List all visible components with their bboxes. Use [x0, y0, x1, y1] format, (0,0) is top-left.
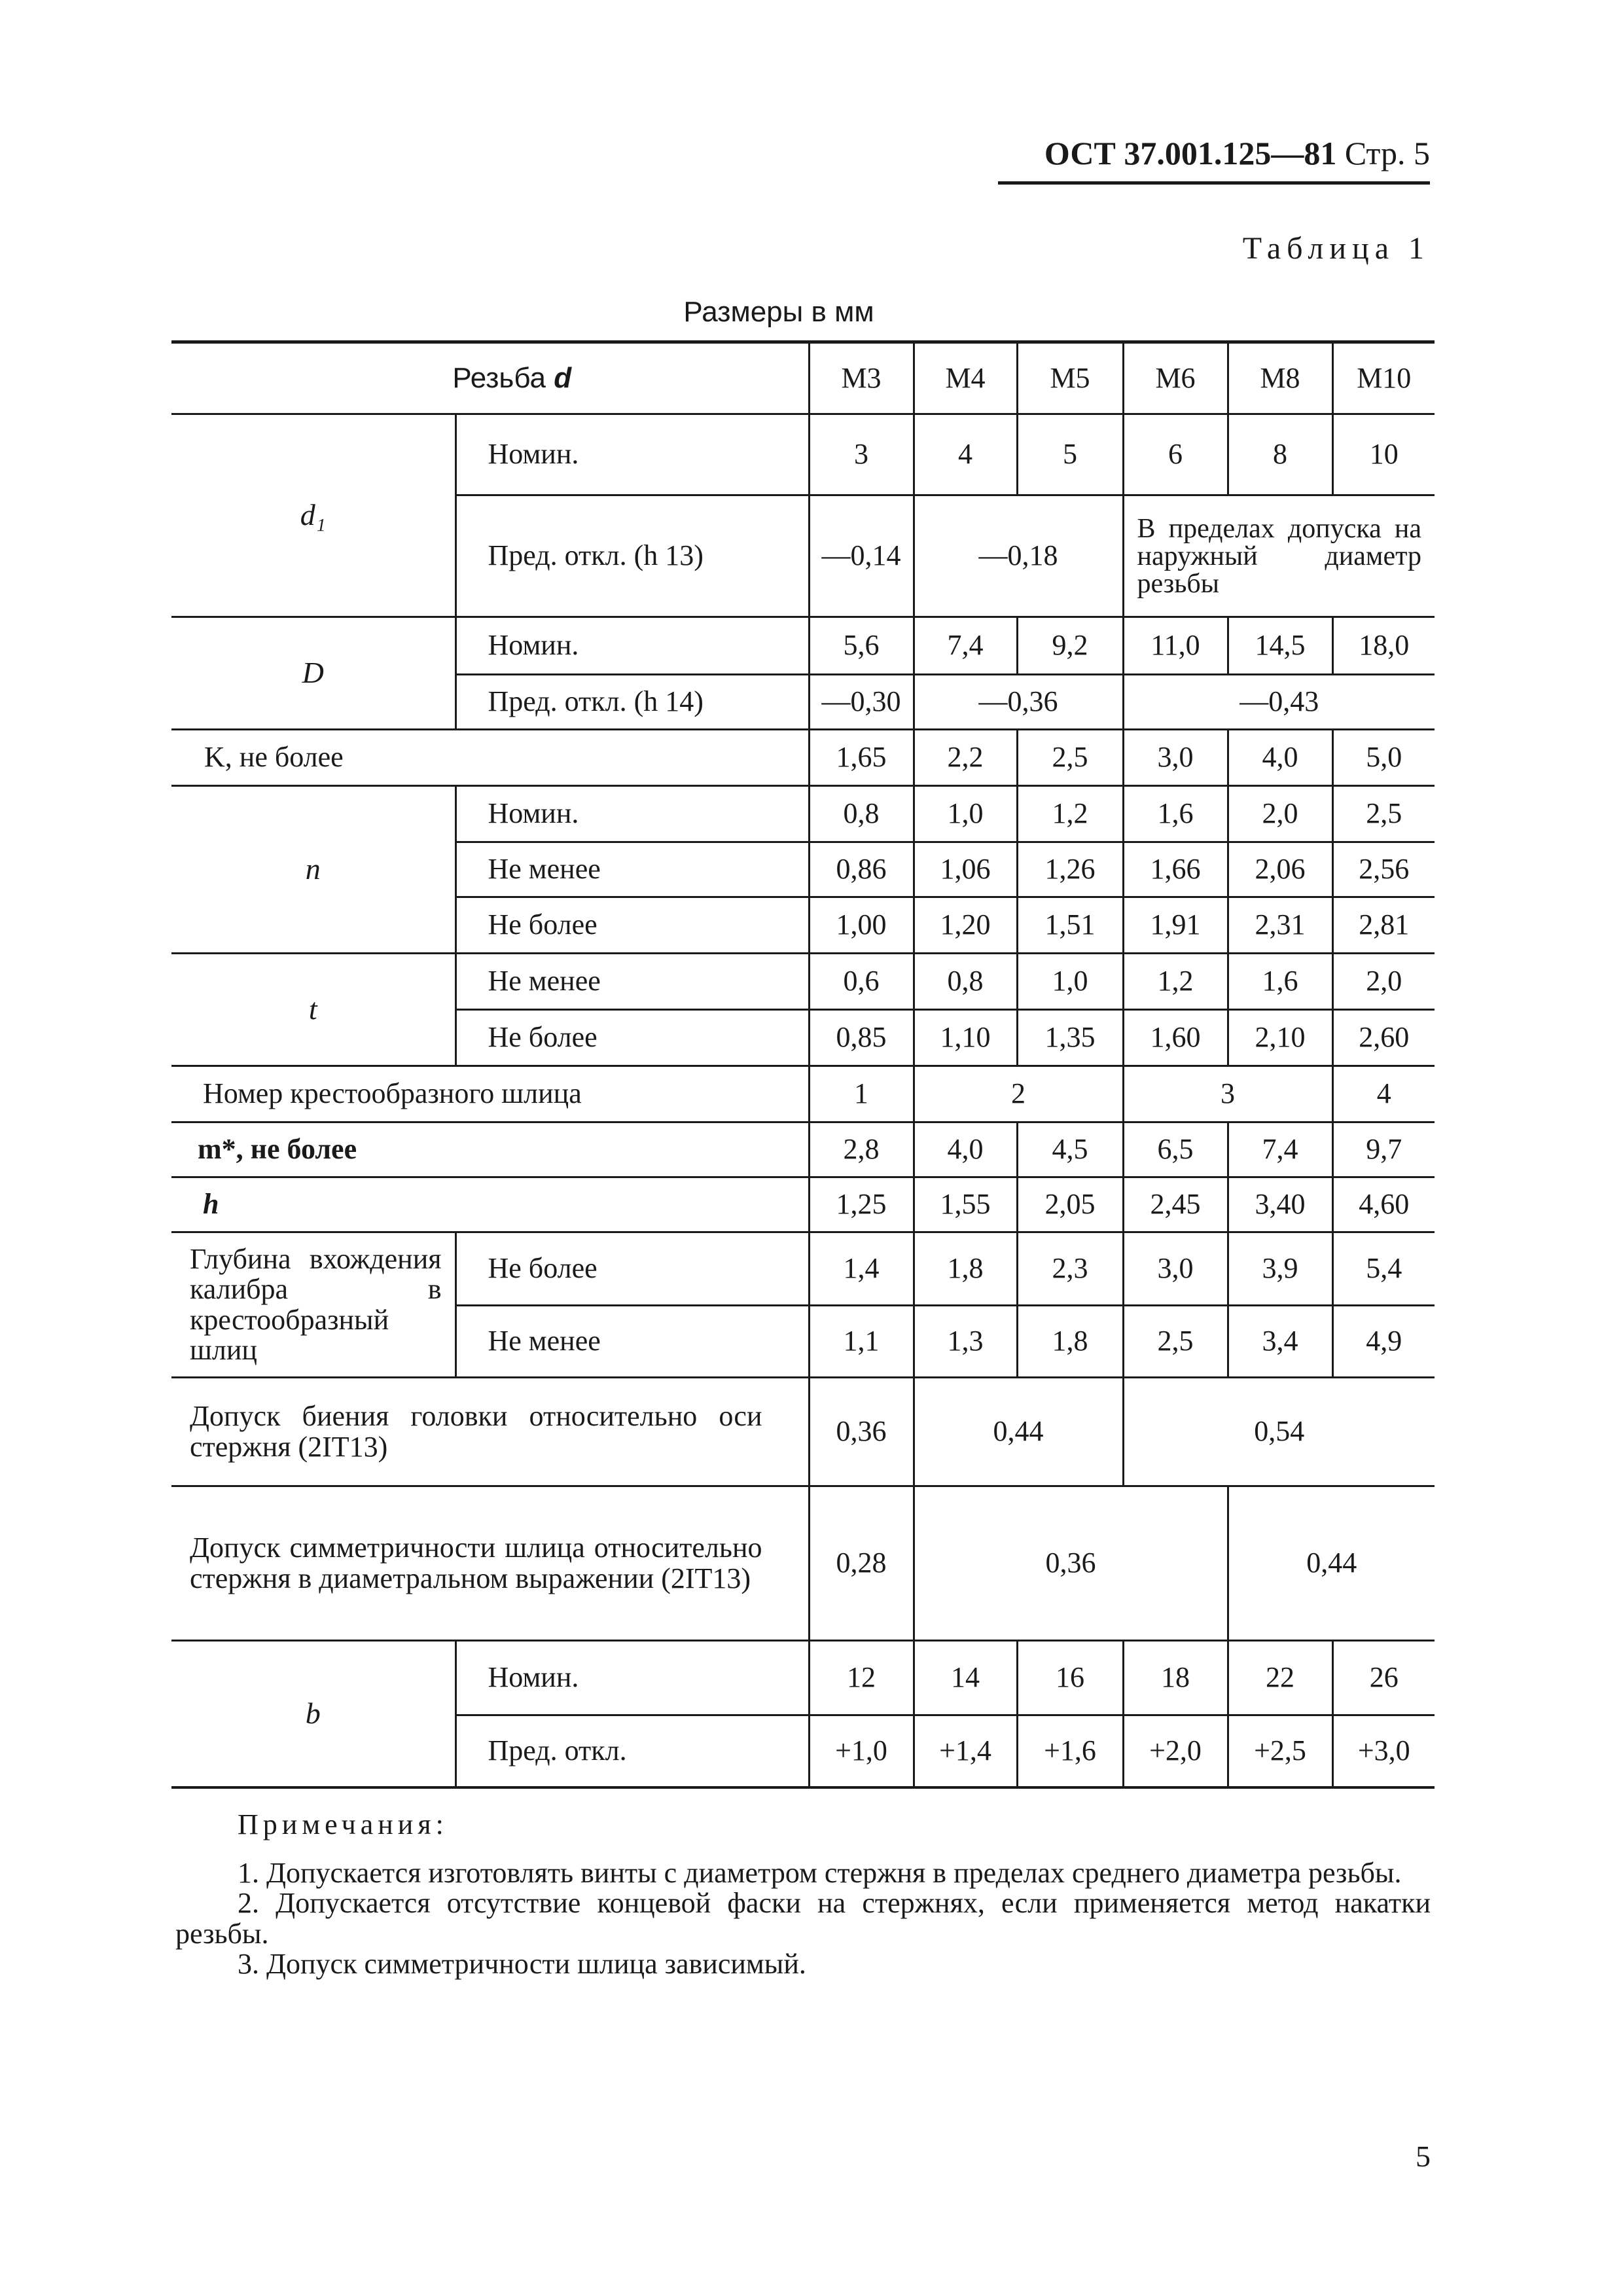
value-cell: 1,65 [809, 730, 914, 786]
gauge-max-row [171, 1232, 1435, 1306]
value-cell: 4 [914, 414, 1017, 495]
K-label: K, не более [171, 730, 809, 786]
value-cell: +1,6 [1017, 1715, 1123, 1787]
value-cell: 2,8 [809, 1122, 914, 1177]
value-cell: 1,4 [809, 1232, 914, 1306]
value-cell: —0,18 [914, 495, 1123, 617]
t-max-label: Не более [455, 1010, 809, 1066]
gauge-label: Глубина вхождения калибра в крестообразный шлиц [171, 1232, 455, 1378]
gauge-min-label: Не менее [455, 1306, 809, 1378]
runout-row [171, 1378, 1435, 1486]
note-item: 2. Допускается отсутствие концевой фаски на стержнях, если применяется метод накатки резьбы. [175, 1887, 1431, 1950]
value-cell: 14,5 [1228, 617, 1332, 675]
d1-symbol: d₁ [171, 414, 455, 617]
value-cell: 3,4 [1228, 1306, 1332, 1378]
value-cell: 3 [809, 414, 914, 495]
value-cell: 1,0 [914, 786, 1017, 842]
cross-label: Номер крестообразного шлица [171, 1066, 809, 1122]
value-cell: —0,36 [914, 675, 1123, 730]
value-cell: 2 [914, 1066, 1123, 1122]
value-cell: 1,1 [809, 1306, 914, 1378]
n-nom-label: Номин. [455, 786, 809, 842]
d1-dev-label: Пред. откл. (h 13) [455, 495, 809, 617]
value-cell: 18 [1123, 1641, 1228, 1715]
value-cell: 1,2 [1123, 954, 1228, 1010]
value-cell: +1,0 [809, 1715, 914, 1787]
value-cell: 4,60 [1332, 1177, 1435, 1232]
runout-label: Допуск биения головки относительно оси стержня (2IT13) [171, 1378, 809, 1486]
h-row [171, 1177, 1435, 1232]
symmetry-label: Допуск симметричности шлица относительно стержня в диаметральном выражении (2IT13) [171, 1486, 809, 1641]
value-cell: 1,55 [914, 1177, 1017, 1232]
value-cell: 4,5 [1017, 1122, 1123, 1177]
value-cell: +3,0 [1332, 1715, 1435, 1787]
notes-title: Примечания: [238, 1808, 448, 1840]
value-cell: 2,10 [1228, 1010, 1332, 1066]
value-cell: 1,35 [1017, 1010, 1123, 1066]
value-cell: 0,8 [914, 954, 1017, 1010]
thread-header [171, 342, 809, 414]
page-number: 5 [1416, 2140, 1431, 2173]
units-caption: Размеры в мм [683, 296, 874, 328]
value-cell: 11,0 [1123, 617, 1228, 675]
value-cell: +2,0 [1123, 1715, 1228, 1787]
D-nom-label: Номин. [455, 617, 809, 675]
value-cell: 1,51 [1017, 897, 1123, 954]
value-cell: 1,06 [914, 842, 1017, 897]
value-cell: 2,3 [1017, 1232, 1123, 1306]
t-min-row [171, 954, 1435, 1010]
d1-dev-note: В пределах допуска на наружный диаметр резьбы [1123, 495, 1435, 617]
value-cell: 6 [1123, 414, 1228, 495]
value-cell: 3,0 [1123, 1232, 1228, 1306]
symmetry-row [171, 1486, 1435, 1641]
value-cell: 1,20 [914, 897, 1017, 954]
b-symbol: b [171, 1641, 455, 1787]
value-cell: 1,91 [1123, 897, 1228, 954]
value-cell: 5 [1017, 414, 1123, 495]
size-cell: М5 [1017, 342, 1123, 414]
value-cell: 1,6 [1123, 786, 1228, 842]
K-row [171, 730, 1435, 786]
value-cell: 2,31 [1228, 897, 1332, 954]
value-cell: 1,8 [914, 1232, 1017, 1306]
value-cell: 7,4 [1228, 1122, 1332, 1177]
value-cell: 7,4 [914, 617, 1017, 675]
d1-nom-row [171, 414, 1435, 495]
value-cell: 5,4 [1332, 1232, 1435, 1306]
value-cell: 2,0 [1228, 786, 1332, 842]
value-cell: 2,05 [1017, 1177, 1123, 1232]
thread-symbol: d [554, 361, 572, 394]
thread-row [171, 342, 1435, 414]
thread-label: Резьба [452, 361, 546, 394]
value-cell: 2,81 [1332, 897, 1435, 954]
value-cell: 2,5 [1332, 786, 1435, 842]
n-max-label: Не более [455, 897, 809, 954]
b-dev-label: Пред. откл. [455, 1715, 809, 1787]
value-cell: 3,0 [1123, 730, 1228, 786]
value-cell: 16 [1017, 1641, 1123, 1715]
document-header [998, 134, 1430, 185]
D-nom-row [171, 617, 1435, 675]
D-dev-label: Пред. откл. (h 14) [455, 675, 809, 730]
dimensions-table [171, 340, 1435, 1789]
size-cell: М3 [809, 342, 914, 414]
m-row [171, 1122, 1435, 1177]
value-cell: 0,28 [809, 1486, 914, 1641]
value-cell: 10 [1332, 414, 1435, 495]
value-cell: 6,5 [1123, 1122, 1228, 1177]
b-nom-label: Номин. [455, 1641, 809, 1715]
size-cell: М10 [1332, 342, 1435, 414]
value-cell: 1,60 [1123, 1010, 1228, 1066]
value-cell: +2,5 [1228, 1715, 1332, 1787]
value-cell: 0,86 [809, 842, 914, 897]
value-cell: 26 [1332, 1641, 1435, 1715]
value-cell: —0,43 [1123, 675, 1435, 730]
value-cell: 0,85 [809, 1010, 914, 1066]
value-cell: 1,25 [809, 1177, 914, 1232]
value-cell: 3 [1123, 1066, 1332, 1122]
size-cell: М6 [1123, 342, 1228, 414]
size-cell: М8 [1228, 342, 1332, 414]
value-cell: 22 [1228, 1641, 1332, 1715]
value-cell: 2,5 [1017, 730, 1123, 786]
value-cell: 0,44 [1228, 1486, 1435, 1641]
b-nom-row [171, 1641, 1435, 1715]
value-cell: 4,0 [1228, 730, 1332, 786]
note-item: 3. Допуск симметричности шлица зависимый. [238, 1947, 806, 1980]
value-cell: 9,7 [1332, 1122, 1435, 1177]
value-cell: 1,3 [914, 1306, 1017, 1378]
value-cell: 5,6 [809, 617, 914, 675]
value-cell: 0,44 [914, 1378, 1123, 1486]
gauge-max-label: Не более [455, 1232, 809, 1306]
value-cell: 14 [914, 1641, 1017, 1715]
value-cell: 2,2 [914, 730, 1017, 786]
value-cell: 18,0 [1332, 617, 1435, 675]
value-cell: 3,40 [1228, 1177, 1332, 1232]
value-cell: 4,9 [1332, 1306, 1435, 1378]
value-cell: 1,10 [914, 1010, 1017, 1066]
value-cell: 0,54 [1123, 1378, 1435, 1486]
m-label: m*, не более [171, 1122, 809, 1177]
value-cell: 12 [809, 1641, 914, 1715]
D-symbol: D [171, 617, 455, 730]
value-cell: 2,06 [1228, 842, 1332, 897]
n-nom-row [171, 786, 1435, 842]
value-cell: —0,14 [809, 495, 914, 617]
value-cell: 2,60 [1332, 1010, 1435, 1066]
value-cell: 2,5 [1123, 1306, 1228, 1378]
value-cell: 0,8 [809, 786, 914, 842]
standard-code: ОСТ 37.001.125—81 [1044, 135, 1337, 171]
value-cell: 1,0 [1017, 954, 1123, 1010]
value-cell: 4,0 [914, 1122, 1017, 1177]
value-cell: 1 [809, 1066, 914, 1122]
value-cell: 0,36 [809, 1378, 914, 1486]
value-cell: —0,30 [809, 675, 914, 730]
t-min-label: Не менее [455, 954, 809, 1010]
value-cell: 1,26 [1017, 842, 1123, 897]
value-cell: 2,56 [1332, 842, 1435, 897]
n-symbol: n [171, 786, 455, 954]
h-label: h [171, 1177, 809, 1232]
value-cell: 1,66 [1123, 842, 1228, 897]
cross-row [171, 1066, 1435, 1122]
value-cell: 9,2 [1017, 617, 1123, 675]
value-cell: 2,45 [1123, 1177, 1228, 1232]
value-cell: 2,0 [1332, 954, 1435, 1010]
d1-nom-label: Номин. [455, 414, 809, 495]
value-cell: 1,2 [1017, 786, 1123, 842]
value-cell: 8 [1228, 414, 1332, 495]
value-cell: 1,6 [1228, 954, 1332, 1010]
value-cell: 3,9 [1228, 1232, 1332, 1306]
page-ref: Стр. 5 [1344, 135, 1430, 171]
table-label: Таблица 1 [1242, 231, 1430, 266]
notes-section [175, 1810, 1431, 1979]
value-cell: +1,4 [914, 1715, 1017, 1787]
value-cell: 5,0 [1332, 730, 1435, 786]
n-min-label: Не менее [455, 842, 809, 897]
value-cell: 0,36 [914, 1486, 1228, 1641]
value-cell: 4 [1332, 1066, 1435, 1122]
note-item: 1. Допускается изготовлять винты с диаметром стержня в пределах среднего диаметра резьбы. [238, 1857, 1402, 1890]
value-cell: 1,8 [1017, 1306, 1123, 1378]
size-cell: М4 [914, 342, 1017, 414]
t-symbol: t [171, 954, 455, 1066]
value-cell: 1,00 [809, 897, 914, 954]
value-cell: 0,6 [809, 954, 914, 1010]
